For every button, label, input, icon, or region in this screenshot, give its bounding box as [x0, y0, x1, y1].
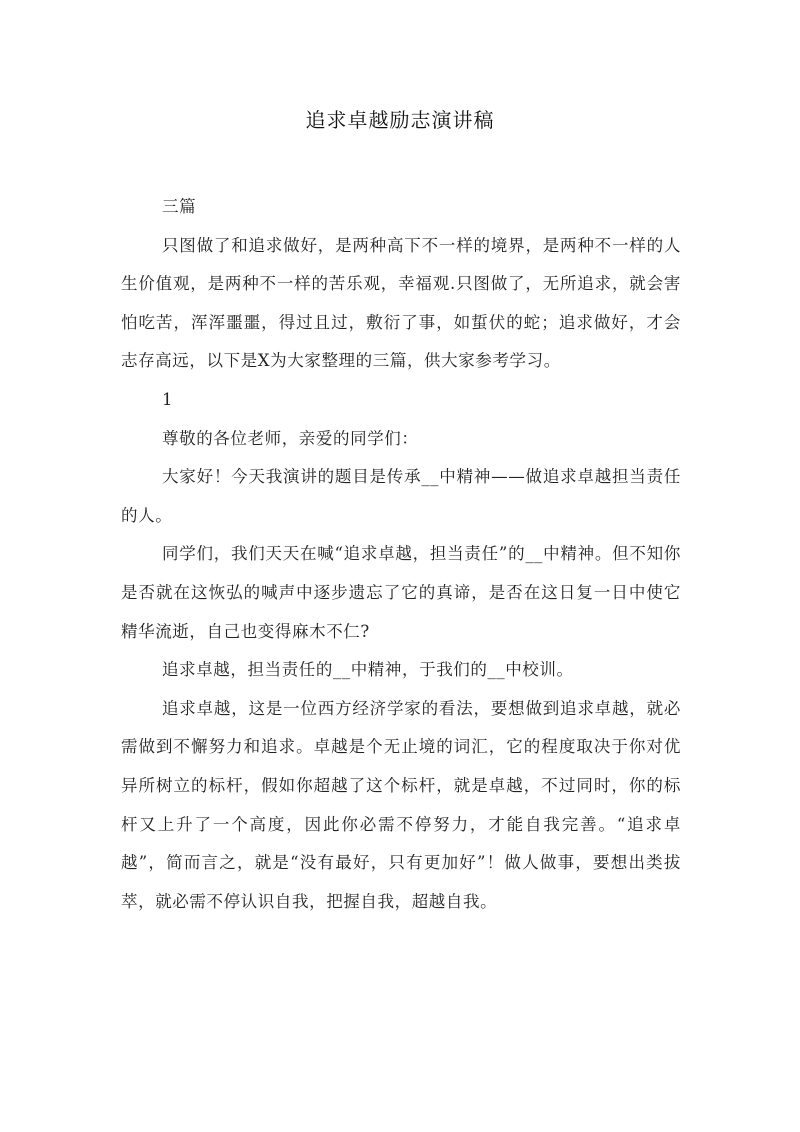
document-title: 追求卓越励志演讲稿: [305, 108, 495, 132]
salutation: 尊敬的各位老师，亲爱的同学们：: [162, 428, 419, 448]
document-body: [121, 188, 681, 921]
section-number: 1: [162, 389, 174, 409]
speech-paragraph: 同学们，我们天天在喊“追求卓越，担当责任”的__中精神。但不知你是否就在这恢弘的喊声中逐步遗忘了它的真谛，是否在这日复一日中使它精华流逝，自己也变得麻木不仁?: [121, 544, 681, 641]
speech-opening: 大家好！今天我演讲的题目是传承__中精神——做追求卓越担当责任的人。: [121, 467, 681, 525]
speech-paragraph: 追求卓越，担当责任的__中精神，于我们的__中校训。: [162, 660, 574, 680]
intro-paragraph: 只图做了和追求做好，是两种高下不一样的境界，是两种不一样的人生价值观，是两种不一样的苦乐观，幸福观.只图做了，无所追求，就会害怕吃苦，浑浑噩噩，得过且过，敷衍了事，如蜇伏的蛇；追求做好，才会志存高远，以下是X为大家整理的三篇，供大家参考学习。: [121, 235, 681, 371]
speech-paragraph: 追求卓越，这是一位西方经济学家的看法，要想做到追求卓越，就必需做到不懈努力和追求。卓越是个无止境的词汇，它的程度取决于你对优异所树立的标杆，假如你超越了这个标杆，就是卓越，不过同时，你的标杆又上升了一个高度，因此你必需不停努力，才能自我完善。“追求卓越”，简而言之，就是“没有最好，只有更加好”！做人做事，要想出类拔萃，就必需不停认识自我，把握自我，超越自我。: [121, 698, 681, 911]
section-label: 三篇: [162, 197, 197, 216]
